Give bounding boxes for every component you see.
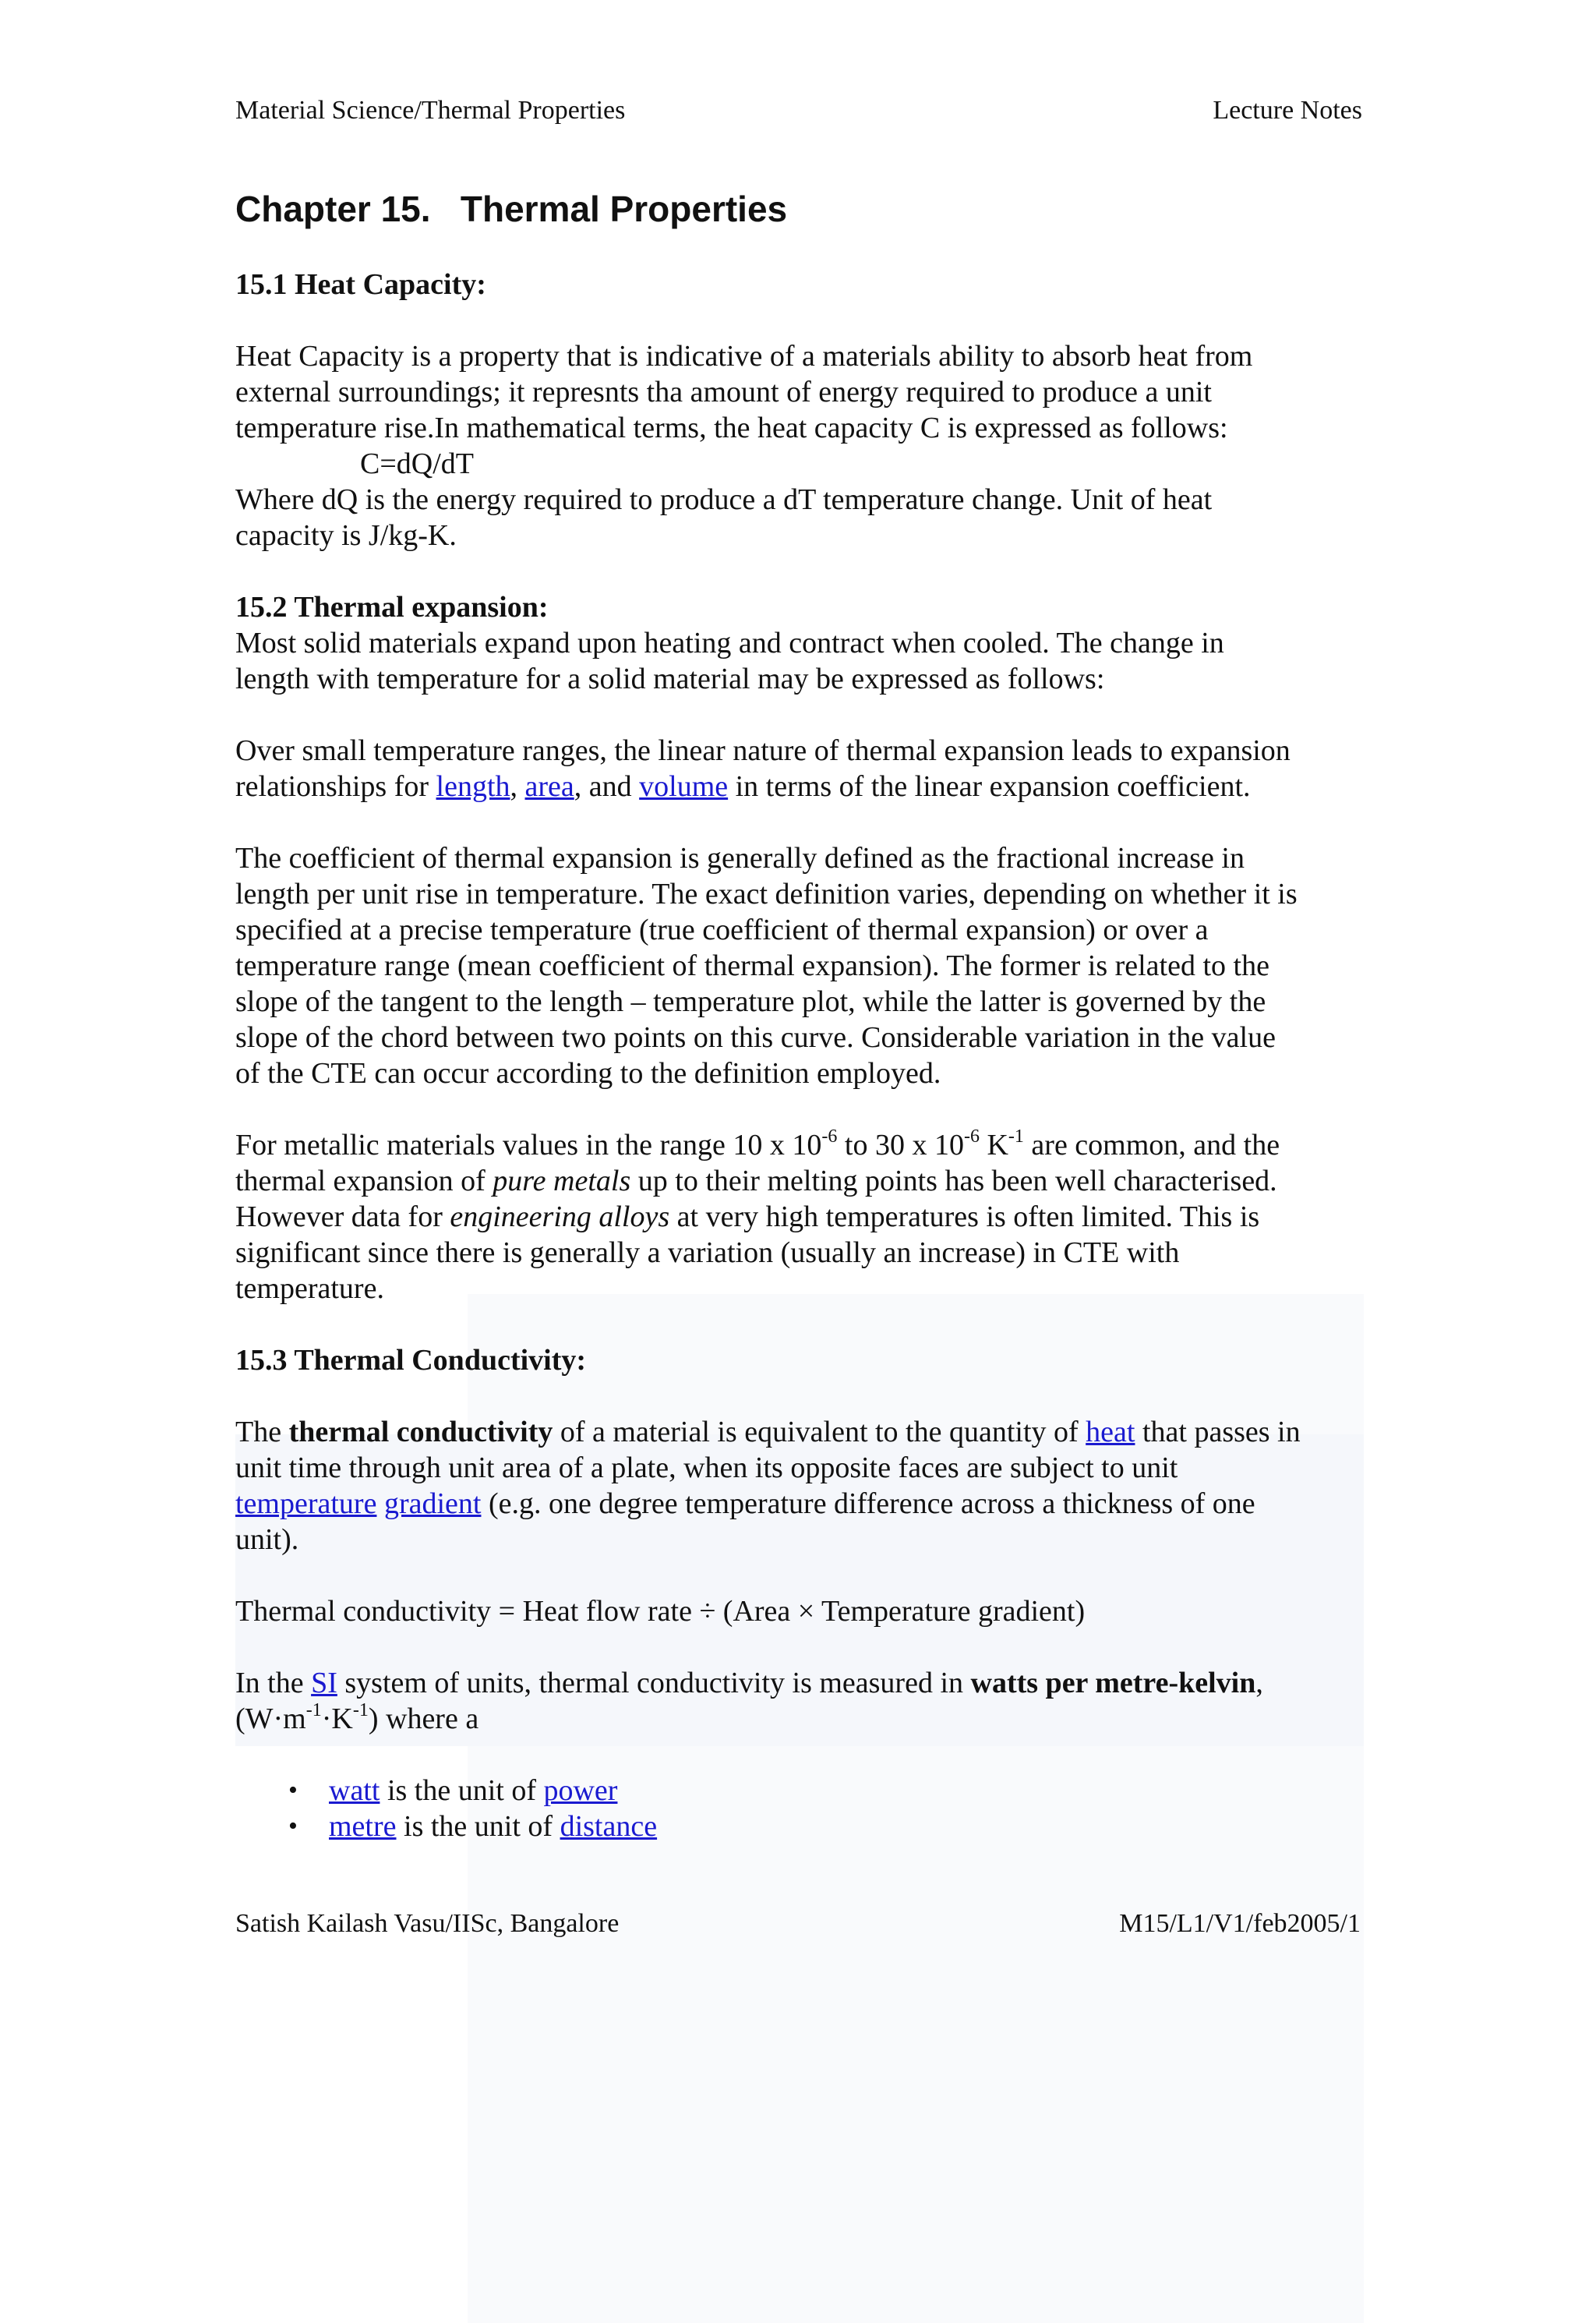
text-line: slope of the chord between two points on this curve. Considerable variation in the value <box>235 1021 1276 1054</box>
text-line: significant since there is generally a variation (usually an increase) in CTE with <box>235 1236 1180 1269</box>
spacer <box>235 1091 1373 1127</box>
text-line: temperature range (mean coefficient of thermal expansion). The former is related to the <box>235 949 1269 982</box>
spacer <box>235 1558 1373 1593</box>
emphasis-pure-metals: pure metals <box>493 1165 631 1197</box>
link-gradient[interactable]: gradient <box>383 1487 482 1520</box>
superscript: -6 <box>821 1126 838 1147</box>
link-watt[interactable]: watt <box>329 1774 380 1807</box>
superscript: -1 <box>352 1700 369 1720</box>
running-header-right: Lecture Notes <box>1213 96 1362 125</box>
text-fragment: to 30 x 10 <box>837 1129 964 1162</box>
text-fragment: K <box>979 1129 1008 1162</box>
text-line: length per unit rise in temperature. The exact definition varies, depending on whether it is <box>235 878 1298 910</box>
heat-capacity-paragraph <box>235 338 1373 446</box>
spacer <box>235 1378 1373 1414</box>
text-fragment: ) where a <box>368 1702 479 1735</box>
section-heading-thermal-expansion: 15.2 Thermal expansion: <box>235 591 549 624</box>
text-fragment: , <box>510 770 525 803</box>
text-line: Most solid materials expand upon heating and contract when cooled. The change in <box>235 627 1224 659</box>
text-line: Over small temperature ranges, the linear nature of thermal expansion leads to expansion <box>235 734 1291 767</box>
link-length[interactable]: length <box>436 770 510 803</box>
link-distance[interactable]: distance <box>560 1810 658 1843</box>
text-line: capacity is J/kg-K. <box>235 519 457 552</box>
text-fragment: The <box>235 1416 289 1448</box>
text-fragment <box>376 1487 384 1520</box>
superscript: -1 <box>305 1700 322 1720</box>
text-fragment: up to their melting points has been well characterised. <box>630 1165 1277 1197</box>
metallic-cte-paragraph <box>235 1127 1373 1306</box>
text-line: temperature rise.In mathematical terms, the heat capacity C is expressed as follows: <box>235 412 1228 444</box>
text-fragment: are common, and the <box>1023 1129 1280 1162</box>
spacer <box>235 1629 1373 1665</box>
superscript: -1 <box>1008 1126 1024 1147</box>
text-fragment: at very high temperatures is often limited. This is <box>669 1200 1260 1233</box>
thermal-conductivity-definition <box>235 1414 1373 1558</box>
section-heading-thermal-conductivity: 15.3 Thermal Conductivity: <box>235 1344 587 1377</box>
text-line: specified at a precise temperature (true coefficient of thermal expansion) or over a <box>235 914 1209 946</box>
list-item <box>288 1809 1373 1844</box>
text-line: unit). <box>235 1523 299 1556</box>
thermal-expansion-intro <box>235 625 1373 697</box>
bullet-icon: • <box>288 1776 298 1805</box>
text-fragment: is the unit of <box>380 1774 544 1807</box>
emphasis-engineering-alloys: engineering alloys <box>450 1200 670 1233</box>
spacer <box>235 1306 1373 1342</box>
text-fragment: For metallic materials values in the range 10 x 10 <box>235 1129 822 1162</box>
text-line: Where dQ is the energy required to produce a dT temperature change. Unit of heat <box>235 483 1213 516</box>
link-metre[interactable]: metre <box>329 1810 397 1843</box>
thermal-conductivity-formula: Thermal conductivity = Heat flow rate ÷ (Area × Temperature gradient) <box>235 1595 1086 1628</box>
text-fragment: thermal expansion of <box>235 1165 493 1197</box>
bullet-icon: • <box>288 1812 298 1840</box>
text-fragment: is the unit of <box>396 1810 560 1843</box>
spacer <box>235 1737 1373 1773</box>
text-line: temperature. <box>235 1272 384 1305</box>
si-units-paragraph <box>235 1665 1373 1737</box>
link-temperature[interactable]: temperature <box>235 1487 377 1520</box>
text-line: length with temperature for a solid material may be expressed as follows: <box>235 663 1105 695</box>
text-line: of the CTE can occur according to the definition employed. <box>235 1057 941 1090</box>
link-si[interactable]: SI <box>311 1667 337 1699</box>
text-fragment: system of units, thermal conductivity is measured in <box>337 1667 971 1699</box>
list-item <box>288 1773 1373 1809</box>
text-fragment: (e.g. one degree temperature difference across a thickness of one <box>481 1487 1255 1520</box>
text-line: The coefficient of thermal expansion is generally defined as the fractional increase in <box>235 842 1245 875</box>
running-footer-right: M15/L1/V1/feb2005/1 <box>1119 1909 1361 1938</box>
superscript: -6 <box>963 1126 980 1147</box>
heat-capacity-unit-paragraph <box>235 482 1373 553</box>
running-header-left: Material Science/Thermal Properties <box>235 96 626 125</box>
text-fragment: in terms of the linear expansion coefficient. <box>728 770 1251 803</box>
text-fragment: of a material is equivalent to the quantity of <box>553 1416 1086 1448</box>
section-heading-heat-capacity: 15.1 Heat Capacity: <box>235 268 486 301</box>
text-line: Heat Capacity is a property that is indicative of a materials ability to absorb heat from <box>235 340 1253 373</box>
chapter-title: Chapter 15. Thermal Properties <box>235 189 788 229</box>
text-fragment: (W·m <box>235 1702 306 1735</box>
bold-thermal-conductivity: thermal conductivity <box>288 1416 553 1448</box>
text-fragment: relationships for <box>235 770 436 803</box>
spacer <box>235 302 1373 338</box>
cte-definition-paragraph <box>235 840 1373 1091</box>
link-area[interactable]: area <box>524 770 574 803</box>
text-fragment: that passes in <box>1135 1416 1301 1448</box>
text-fragment: , and <box>574 770 640 803</box>
units-bullet-list <box>235 1773 1373 1844</box>
running-footer-left: Satish Kailash Vasu/IISc, Bangalore <box>235 1909 620 1938</box>
text-fragment: ·K <box>321 1702 353 1735</box>
link-power[interactable]: power <box>543 1774 618 1807</box>
spacer <box>235 697 1373 733</box>
heat-capacity-equation: C=dQ/dT <box>360 447 474 480</box>
page-content <box>235 187 1373 1844</box>
text-fragment: , <box>1255 1667 1263 1699</box>
text-line: external surroundings; it represnts tha amount of energy required to produce a unit <box>235 376 1212 408</box>
link-heat[interactable]: heat <box>1086 1416 1135 1448</box>
text-fragment: However data for <box>235 1200 450 1233</box>
linear-expansion-paragraph <box>235 733 1373 804</box>
bold-watts-per-metre-kelvin: watts per metre-kelvin <box>970 1667 1256 1699</box>
text-line: unit time through unit area of a plate, when its opposite faces are subject to unit <box>235 1451 1178 1484</box>
text-fragment: In the <box>235 1667 312 1699</box>
spacer <box>235 553 1373 589</box>
text-line: slope of the tangent to the length – temperature plot, while the latter is governed by the <box>235 985 1266 1018</box>
spacer <box>235 804 1373 840</box>
link-volume[interactable]: volume <box>639 770 729 803</box>
